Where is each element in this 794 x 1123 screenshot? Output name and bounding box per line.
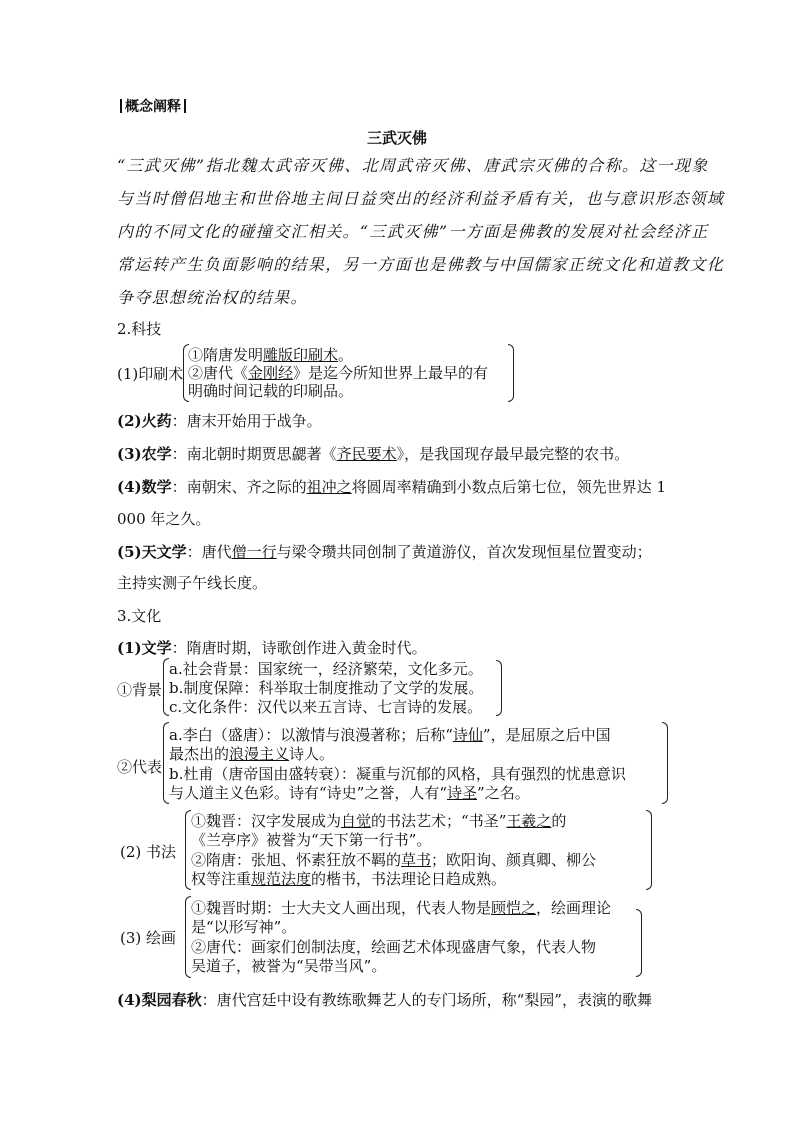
calligraphy-label: (2) 书法 (120, 843, 177, 861)
math-text: ：南朝宋、齐之际的 (171, 478, 307, 496)
math-line-2: 000 年之久。 (117, 510, 211, 528)
background-brace-right (496, 660, 502, 716)
rep-b-line-2-text: 与人道主义色彩。诗有“诗史”之誉，人有“ (169, 784, 448, 802)
printing-brace-right (508, 344, 514, 402)
literature-text: ：隋唐时期，诗歌创作进入黄金时代。 (171, 639, 427, 657)
math-person: 祖冲之 (306, 478, 352, 496)
math-line (117, 476, 666, 497)
calligraphy-line-1 (191, 810, 566, 831)
rep-b-title: 诗圣 (447, 784, 478, 802)
background-label: ①背景 (117, 681, 163, 699)
calligraphy-line-1-text: ①魏晋：汉字发展成为 (191, 812, 342, 830)
diamond-sutra-term: 金刚经 (248, 364, 294, 382)
painting-line-2: 是“以形写神”。 (191, 918, 297, 936)
calligraphy-line-1-end: 的 (551, 812, 567, 830)
calligraphy-term-1: 自觉 (341, 812, 372, 830)
printing-term: 雕版印刷术 (263, 346, 339, 364)
calligraphy-line-4 (191, 868, 506, 889)
calligraphy-brace-right (646, 810, 652, 890)
representatives-brace-right (662, 722, 668, 804)
rep-a-text: a.李白（盛唐）：以激情与浪漫著称；后称“ (169, 726, 453, 744)
astronomy-text: ：唐代 (186, 543, 232, 561)
astronomy-line (117, 541, 652, 562)
rep-b-line-2 (169, 782, 530, 803)
astronomy-label: (5)天文学 (117, 543, 187, 561)
calligraphy-line-4-end: 的楷书，书法理论日趋成熟。 (311, 870, 507, 888)
concept-line: 争夺思想统治权的结果。 (117, 288, 308, 307)
agriculture-rest: 》，是我国现存最早最完整的农书。 (396, 445, 630, 463)
gunpowder-label: (2)火药 (117, 412, 172, 430)
background-item-a: a.社会背景：国家统一，经济繁荣，文化多元。 (169, 660, 483, 678)
rep-a-line-1 (169, 724, 611, 745)
gunpowder-line (117, 410, 322, 431)
printing-item-2-line2: 明确时间记载的印刷品。 (188, 382, 354, 400)
calligraphy-line-3-end: ；欧阳询、颜真卿、柳公 (431, 851, 597, 869)
concept-line: 内的不同文化的碰撞交汇相关。“三武灭佛”一方面是佛教的发展对社会经济正 (117, 222, 709, 241)
printing-item-1-end: 。 (338, 346, 354, 364)
culture-heading: 3.文化 (117, 607, 162, 625)
painting-line-1 (191, 897, 611, 918)
painting-line-3: ②唐代：画家们创制法度，绘画艺术体现盛唐气象，代表人物 (191, 938, 597, 956)
math-rest: 将圆周率精确到小数点后第七位，领先世界达 1 (351, 478, 666, 496)
liyuan-text: ：唐代宫廷中设有教练歌舞艺人的专门场所，称“梨园”，表演的歌舞 (201, 991, 652, 1009)
painting-label: (3) 绘画 (120, 929, 177, 947)
rep-b-line-1: b.杜甫（唐帝国由盛转衰）：凝重与沉郁的风格，具有强烈的忧患意识 (169, 765, 626, 783)
agriculture-book: 齐民要术 (336, 445, 397, 463)
calligraphy-line-3-text: ②隋唐：张旭、怀素狂放不羁的 (191, 851, 402, 869)
science-heading: 2.科技 (117, 320, 162, 338)
concept-line: “三武灭佛”指北魏太武帝灭佛、北周武帝灭佛、唐武宗灭佛的合称。这一现象 (117, 156, 709, 175)
agriculture-line (117, 443, 629, 464)
rep-a-line-2 (169, 743, 334, 764)
printing-item-2-text: ②唐代《 (188, 364, 249, 382)
printing-item-1-text: ①隋唐发明 (188, 346, 264, 364)
painting-line-4: 吴道子，被誉为“吴带当风”。 (191, 957, 387, 975)
tag-bar-right (184, 99, 186, 113)
concept-line: 常运转产生负面影响的结果，另一方面也是佛教与中国儒家正统文化和道教文化 (117, 255, 725, 274)
rep-b-line-2-end: ”之名。 (477, 784, 530, 802)
astronomy-rest: 与梁令瓒共同创制了黄道游仪，首次发现恒星位置变动； (276, 543, 652, 561)
calligraphy-term-3: 规范法度 (251, 870, 312, 888)
tag-bar-left (120, 99, 122, 113)
printing-item-2-rest: 》是迄今所知世界上最早的有 (293, 364, 489, 382)
literature-line (117, 637, 427, 658)
section-tag (117, 96, 189, 116)
calligraphy-line-1-mid: 的书法艺术；“书圣” (371, 812, 507, 830)
math-label: (4)数学 (117, 478, 172, 496)
printing-label: (1)印刷术 (117, 365, 184, 383)
section-tag-text: 概念阐释 (125, 99, 181, 115)
rep-a-style: 浪漫主义 (229, 745, 290, 763)
page-title: 三武灭佛 (366, 129, 427, 147)
agriculture-text: ：南北朝时期贾思勰著《 (171, 445, 337, 463)
background-item-b: b.制度保障：科举取士制度推动了文学的发展。 (169, 679, 484, 697)
painting-person: 顾恺之 (491, 899, 537, 917)
rep-a-title: 诗仙 (452, 726, 483, 744)
painting-brace-right (636, 909, 642, 977)
astronomy-person: 僧一行 (231, 543, 277, 561)
calligraphy-person: 王羲之 (506, 812, 552, 830)
calligraphy-line-2: 《兰亭序》被誉为“天下第一行书”。 (191, 831, 432, 849)
liyuan-label: (4)梨园春秋 (117, 991, 202, 1009)
painting-line-1-text: ①魏晋时期：士大夫文人画出现，代表人物是 (191, 899, 492, 917)
background-item-c: c.文化条件：汉代以来五言诗、七言诗的发展。 (169, 698, 483, 716)
literature-label: (1)文学 (117, 639, 172, 657)
agriculture-label: (3)农学 (117, 445, 172, 463)
painting-line-1-end: ，绘画理论 (536, 899, 612, 917)
calligraphy-line-3 (191, 849, 596, 870)
astronomy-line-2: 主持实测子午线长度。 (117, 574, 268, 592)
rep-a-line-2-text: 最杰出的 (169, 745, 230, 763)
calligraphy-line-4-text: 权等注重 (191, 870, 252, 888)
concept-line: 与当时僧侣地主和世俗地主间日益突出的经济利益矛盾有关，也与意识形态领域 (117, 189, 725, 208)
liyuan-line (117, 989, 652, 1010)
gunpowder-text: ：唐末开始用于战争。 (171, 412, 322, 430)
rep-a-rest: ”，是屈原之后中国 (482, 726, 611, 744)
rep-a-line-2-end: 诗人。 (289, 745, 335, 763)
calligraphy-term-2: 草书 (401, 851, 432, 869)
representatives-label: ②代表 (117, 758, 163, 776)
